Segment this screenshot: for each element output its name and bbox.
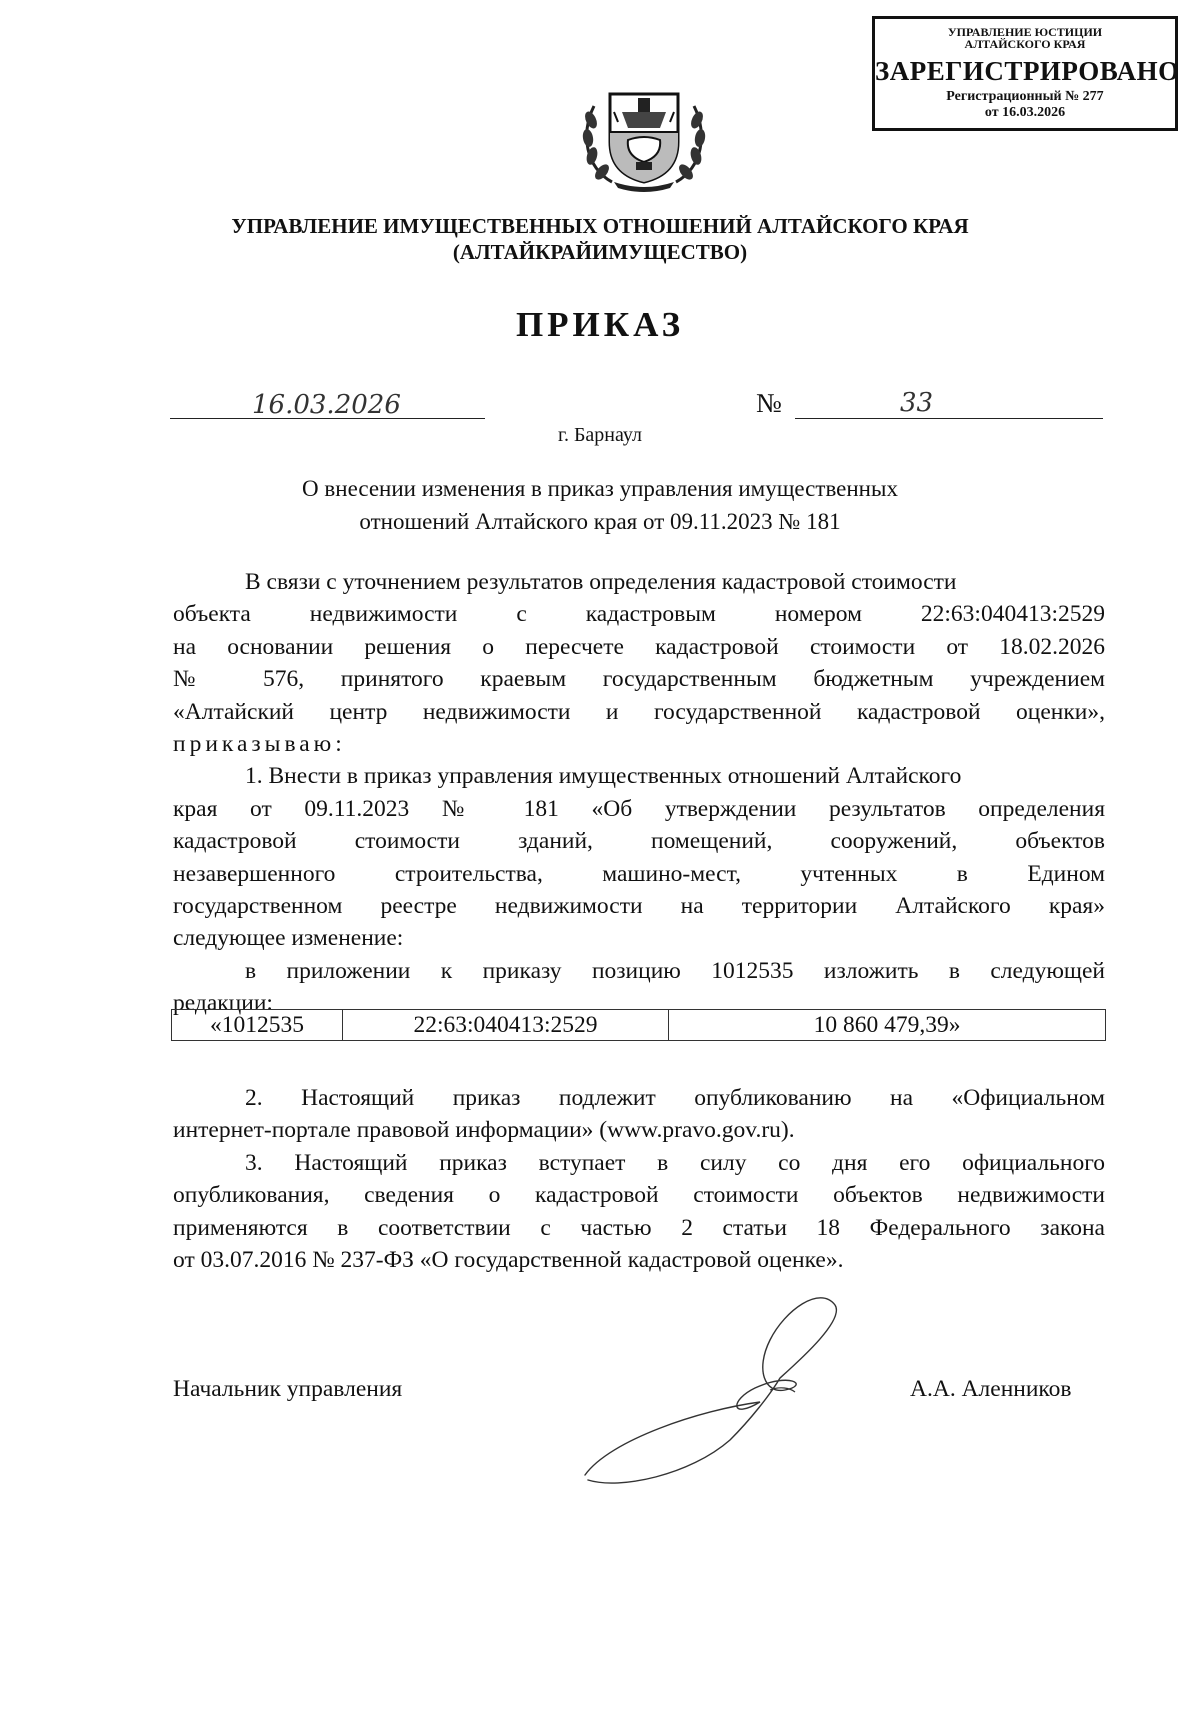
organization-short-name: (АЛТАЙКРАЙИМУЩЕСТВО) <box>452 240 748 264</box>
stamp-reg-number: Регистрационный № 277 <box>946 89 1104 104</box>
document-body-continued <box>173 1082 1105 1276</box>
item3-line4: от 03.07.2016 № 237-ФЗ «О государственной кадастровой оценке». <box>173 1247 844 1274</box>
preamble-line4: № 576, принятого краевым государственным бюджетным учреждением <box>173 666 1105 693</box>
document-body <box>173 566 1105 1020</box>
item1-line3: кадастровой стоимости зданий, помещений, сооружений, объектов <box>173 828 1105 855</box>
item2-line1: 2. Настоящий приказ подлежит опубликованию на «Официальном <box>245 1085 1105 1111</box>
item1-line5: государственном реестре недвижимости на территории Алтайского края» <box>173 893 1105 920</box>
item1-line2: края от 09.11.2023 № 181 «Об утверждении результатов определения <box>173 795 1105 822</box>
signatory-name: А.А. Аленников <box>910 1376 1072 1402</box>
table-cell-cadastral-number: 22:63:040413:2529 <box>343 1010 669 1041</box>
item2-line2: интернет-портале правовой информации» (www.pravo.gov.ru). <box>173 1117 795 1144</box>
subject-line1: О внесении изменения в приказ управления имущественных <box>302 476 898 501</box>
handwritten-signature <box>580 1290 880 1490</box>
item1-line1: 1. Внести в приказ управления имущественных отношений Алтайского <box>245 763 962 790</box>
appendix-line1: в приложении к приказу позицию 1012535 изложить в следующей <box>245 957 1105 984</box>
position-table <box>171 1009 1106 1041</box>
number-label: № <box>756 388 782 418</box>
item1-line6: следующее изменение: <box>173 925 404 952</box>
handwritten-date: 16.03.2026 <box>252 390 401 420</box>
table-cell-cadastral-value: 10 860 479,39» <box>669 1010 1106 1041</box>
stamp-org-line1: УПРАВЛЕНИЕ ЮСТИЦИИ <box>947 25 1103 39</box>
preamble-line3: на основании решения о пересчете кадастровой стоимости от 18.02.2026 <box>173 633 1105 660</box>
item1-line4: незавершенного строительства, машино-мест, учтенных в Едином <box>173 860 1105 887</box>
document-type-title: ПРИКАЗ <box>515 305 685 344</box>
item3-line2: опубликования, сведения о кадастровой стоимости объектов недвижимости <box>173 1182 1105 1209</box>
stamp-org-line2: АЛТАЙСКОГО КРАЯ <box>964 37 1086 51</box>
table-row <box>172 1010 1106 1041</box>
organization-name: УПРАВЛЕНИЕ ИМУЩЕСТВЕННЫХ ОТНОШЕНИЙ АЛТАЙСКОГО КРАЯ <box>231 214 969 238</box>
handwritten-number: 33 <box>900 388 934 418</box>
preamble-line2: объекта недвижимости с кадастровым номером 22:63:040413:2529 <box>173 601 1105 628</box>
item3-line3: применяются в соответствии с частью 2 статьи 18 Федерального закона <box>173 1214 1105 1241</box>
appendix-line2: редакции: <box>173 990 273 1017</box>
table-cell-position: «1012535 <box>172 1010 343 1041</box>
city: г. Барнаул <box>558 424 642 446</box>
number-underline <box>795 418 1103 419</box>
registration-stamp <box>872 16 1178 131</box>
item3-line1: 3. Настоящий приказ вступает в силу со дня его официального <box>245 1149 1105 1176</box>
preamble-line5: «Алтайский центр недвижимости и государственной кадастровой оценки», <box>173 698 1105 725</box>
preamble-line1: В связи с уточнением результатов определения кадастровой стоимости <box>245 569 957 595</box>
coat-of-arms-icon <box>574 82 714 194</box>
subject-line2: отношений Алтайского края от 09.11.2023 № 181 <box>359 509 841 534</box>
order-word: приказываю: <box>173 731 346 758</box>
stamp-title: ЗАРЕГИСТРИРОВАНО <box>875 56 1180 86</box>
stamp-reg-date: от 16.03.2026 <box>984 105 1066 120</box>
signatory-role: Начальник управления <box>173 1376 403 1402</box>
